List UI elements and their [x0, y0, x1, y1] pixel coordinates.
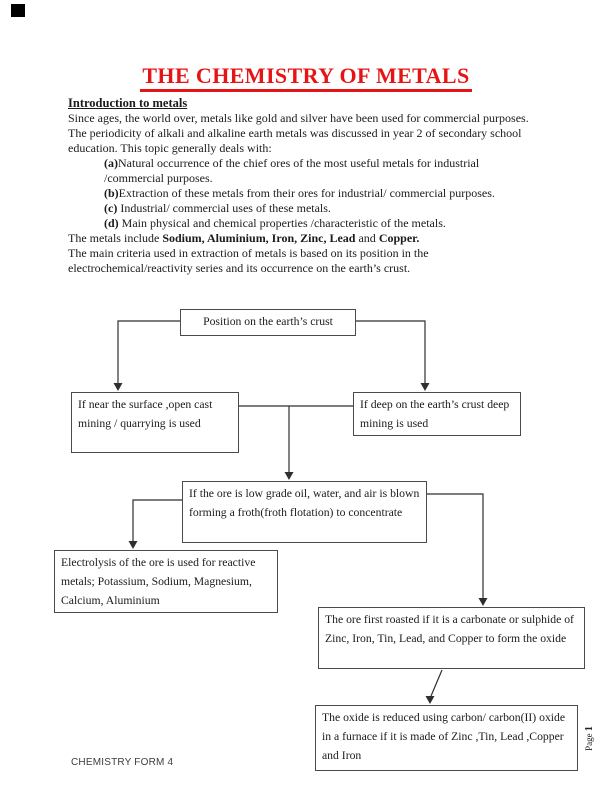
list-marker-d: (d) — [104, 216, 119, 230]
connector-to-roasting — [427, 494, 483, 598]
list-text-a: Natural occurrence of the chief ores of the most useful metals for industrial — [118, 156, 480, 170]
list-item-a — [104, 156, 547, 186]
list-item-c — [104, 201, 547, 216]
connector-to-electrolysis — [133, 500, 182, 541]
flowchart-box-near-surface: If near the surface ,open cast mining / quarrying is used — [71, 392, 239, 453]
list-item-b — [104, 186, 547, 201]
flowchart-box-roasting: The ore first roasted if it is a carbonate or sulphide of Zinc, Iron, Tin, Lead, and Copper to form the oxide — [318, 607, 585, 669]
metals-bold-copper: Copper. — [378, 231, 420, 245]
paragraph-periodicity: The periodicity of alkali and alkaline earth metals was discussed in year 2 of secondary school education. This topic generally deals with: — [68, 126, 522, 155]
page-title: THE CHEMISTRY OF METALS — [140, 64, 471, 92]
arrowhead-reduction — [426, 696, 435, 704]
list-item-d — [104, 216, 547, 231]
arrowhead-froth — [285, 472, 294, 480]
metals-prefix: The metals include — [68, 231, 163, 245]
arrowhead-electrolysis — [129, 541, 138, 549]
arrowhead-roasting — [479, 598, 488, 606]
list-text-d: Main physical and chemical properties /characteristic of the metals. — [118, 216, 446, 230]
list-text-b: Extraction of these metals from their ores for industrial/ commercial purposes. — [118, 186, 495, 200]
paragraph-criteria: The main criteria used in extraction of metals is based on its position in the electrochemical/reactivity series and its occurrence on the earth’s crust. — [68, 246, 429, 275]
footer-text: CHEMISTRY FORM 4 — [71, 757, 174, 768]
list-text-c: Industrial/ commercial uses of these metals. — [117, 201, 331, 215]
connector-right-top — [356, 321, 425, 383]
connector-left-top — [118, 321, 180, 383]
intro-section — [68, 96, 547, 276]
page-word: Page — [583, 730, 594, 751]
arrowhead-near-surface — [114, 383, 123, 391]
title-row — [0, 64, 612, 92]
paragraph-commercial: Since ages, the world over, metals like gold and silver have been used for commercial purposes. — [68, 111, 529, 125]
flowchart-box-position-crust: Position on the earth’s crust — [180, 309, 356, 336]
list-marker-a: (a) — [104, 156, 118, 170]
page-number: 1 — [583, 725, 595, 731]
metals-and: and — [355, 231, 379, 245]
connector-to-reduction — [431, 670, 442, 696]
list-text-a-cont: /commercial purposes. — [104, 171, 213, 185]
arrowhead-deep-mining — [421, 383, 430, 391]
flowchart-box-electrolysis: Electrolysis of the ore is used for reactive metals; Potassium, Sodium, Magnesium, Calcium, Aluminium — [54, 550, 278, 613]
intro-heading: Introduction to metals — [68, 96, 188, 110]
list-marker-b: (b) — [104, 186, 119, 200]
flowchart-box-froth-flotation: If the ore is low grade oil, water, and air is blown forming a froth(froth flotation) to concentrate — [182, 481, 427, 543]
metals-bold-list: Sodium, Aluminium, Iron, Zinc, Lead — [162, 231, 356, 245]
corner-mark — [11, 4, 25, 17]
page-number-label — [578, 711, 600, 765]
list-marker-c: (c) — [104, 201, 118, 215]
paragraph-metals — [68, 231, 547, 246]
flowchart-box-reduction: The oxide is reduced using carbon/ carbon(II) oxide in a furnace if it is made of Zinc ,Tin, Lead ,Copper and Iron — [315, 705, 578, 771]
flowchart-box-deep-mining: If deep on the earth’s crust deep mining is used — [353, 392, 521, 436]
